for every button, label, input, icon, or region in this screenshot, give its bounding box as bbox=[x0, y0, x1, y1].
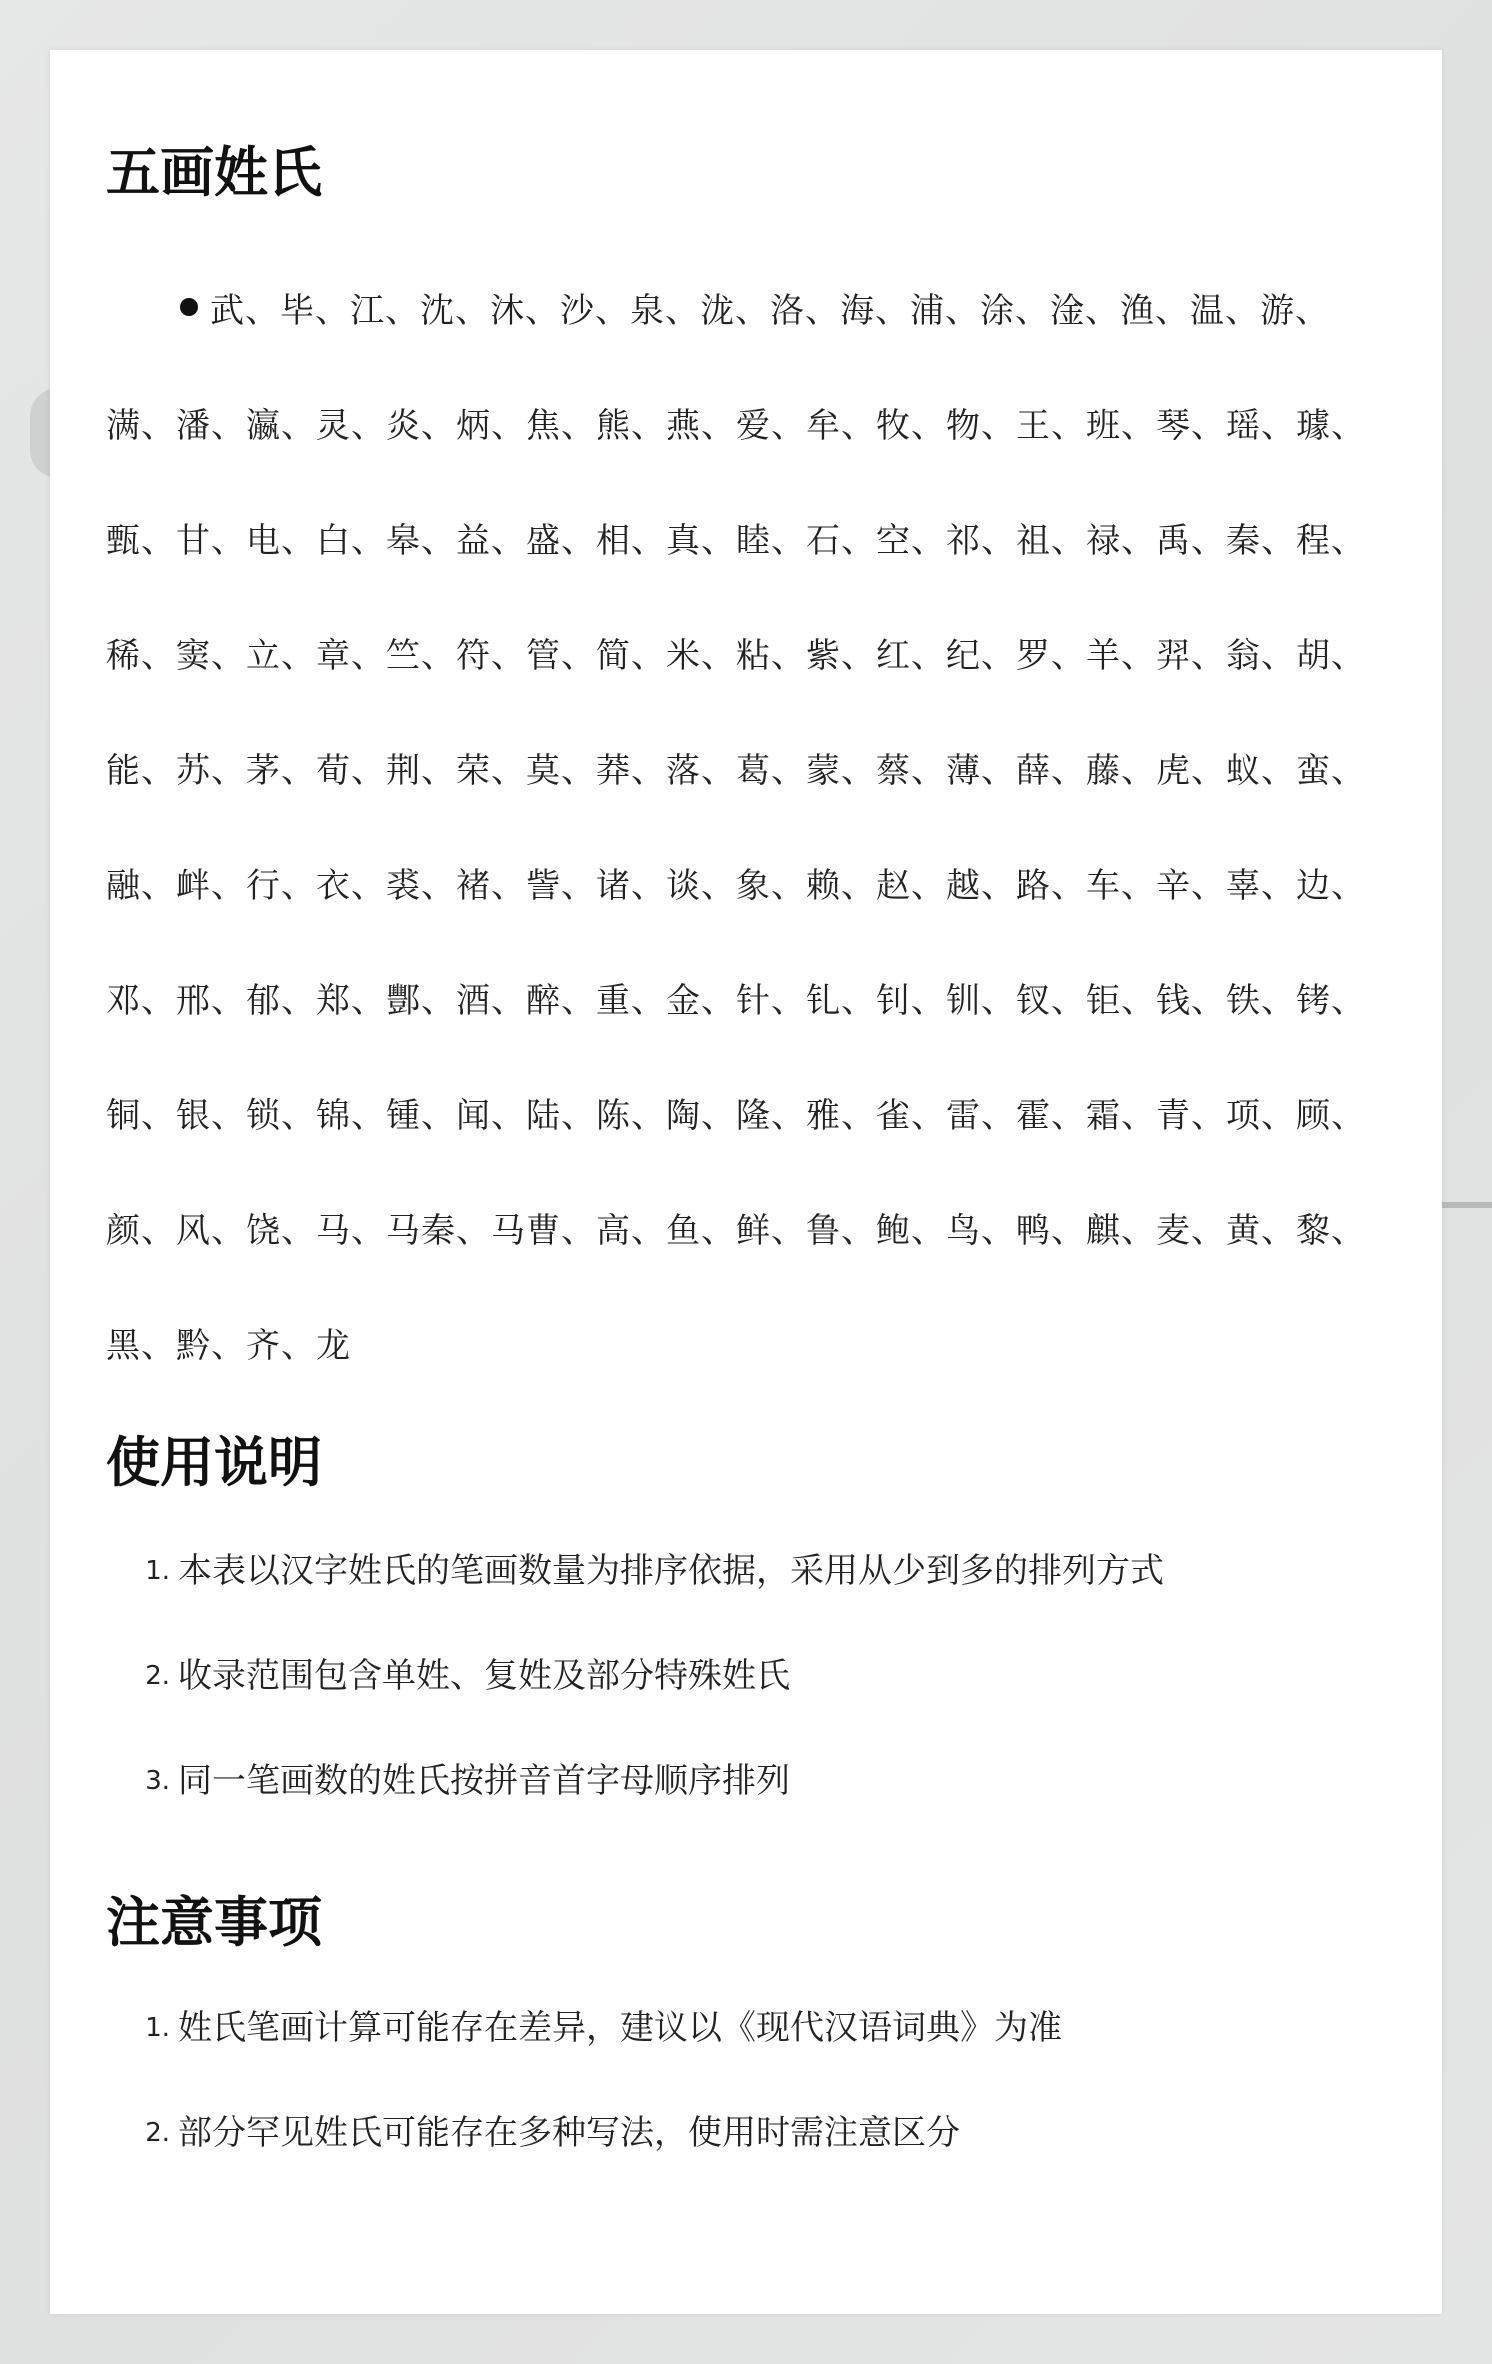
list-number: 1. bbox=[145, 1556, 170, 1586]
usage-item-text: 同一笔画数的姓氏按拼音首字母顺序排列 bbox=[178, 1761, 790, 1801]
list-number: 3. bbox=[145, 1766, 170, 1796]
five-stroke-heading: 五画姓氏 bbox=[106, 141, 322, 204]
notes-item bbox=[145, 2108, 960, 2158]
usage-item bbox=[145, 1546, 1164, 1596]
document-page bbox=[50, 50, 1442, 2314]
background-edge-line bbox=[1440, 1202, 1492, 1208]
list-number: 2. bbox=[145, 1661, 170, 1691]
list-number: 1. bbox=[145, 2013, 170, 2043]
notes-item bbox=[145, 2003, 1062, 2053]
usage-item-text: 收录范围包含单姓、复姓及部分特殊姓氏 bbox=[178, 1656, 790, 1696]
list-number: 2. bbox=[145, 2118, 170, 2148]
five-stroke-surname-list bbox=[106, 254, 1396, 1404]
notes-item-text: 部分罕见姓氏可能存在多种写法，使用时需注意区分 bbox=[178, 2113, 960, 2153]
notes-heading: 注意事项 bbox=[106, 1891, 322, 1954]
surname-list-text: 武、毕、江、沈、沐、沙、泉、泷、洛、海、浦、涂、淦、渔、温、游、满、潘、瀛、灵、炎、炳、焦、熊、燕、爱、牟、牧、物、王、班、琴、瑶、璩、甄、甘、电、白、皋、益、盛、相、真、睦、石、空、祁、祖、禄、禹、秦、程、稀、窦、立、章、竺、符、管、简、米、粘、紫、红、纪、罗、羊、羿、翁、胡、能、苏、茅、荀、荆、荣、莫、莽、落、葛、蒙、蔡、薄、薛、藤、虎、蚁、蛮、融、衅、行、衣、裘、褚、訾、诸、谈、象、赖、赵、越、路、车、辛、辜、边、邓、邢、郁、郑、酆、酒、醉、重、金、针、钆、钊、钏、钗、钜、钱、铁、铐、铜、银、锁、锦、锺、闻、陆、陈、陶、隆、雅、雀、雷、霍、霜、青、项、顾、颜、风、饶、马、马秦、马曹、高、鱼、鲜、鲁、鲍、鸟、鸭、麒、麦、黄、黎、黑、黔、齐、龙 bbox=[106, 291, 1366, 1366]
usage-item-text: 本表以汉字姓氏的笔画数量为排序依据，采用从少到多的排列方式 bbox=[178, 1551, 1164, 1591]
usage-item bbox=[145, 1756, 790, 1806]
notes-item-text: 姓氏笔画计算可能存在差异，建议以《现代汉语词典》为准 bbox=[178, 2008, 1062, 2048]
usage-item bbox=[145, 1651, 790, 1701]
usage-heading: 使用说明 bbox=[106, 1431, 322, 1494]
bullet-icon bbox=[180, 298, 198, 316]
